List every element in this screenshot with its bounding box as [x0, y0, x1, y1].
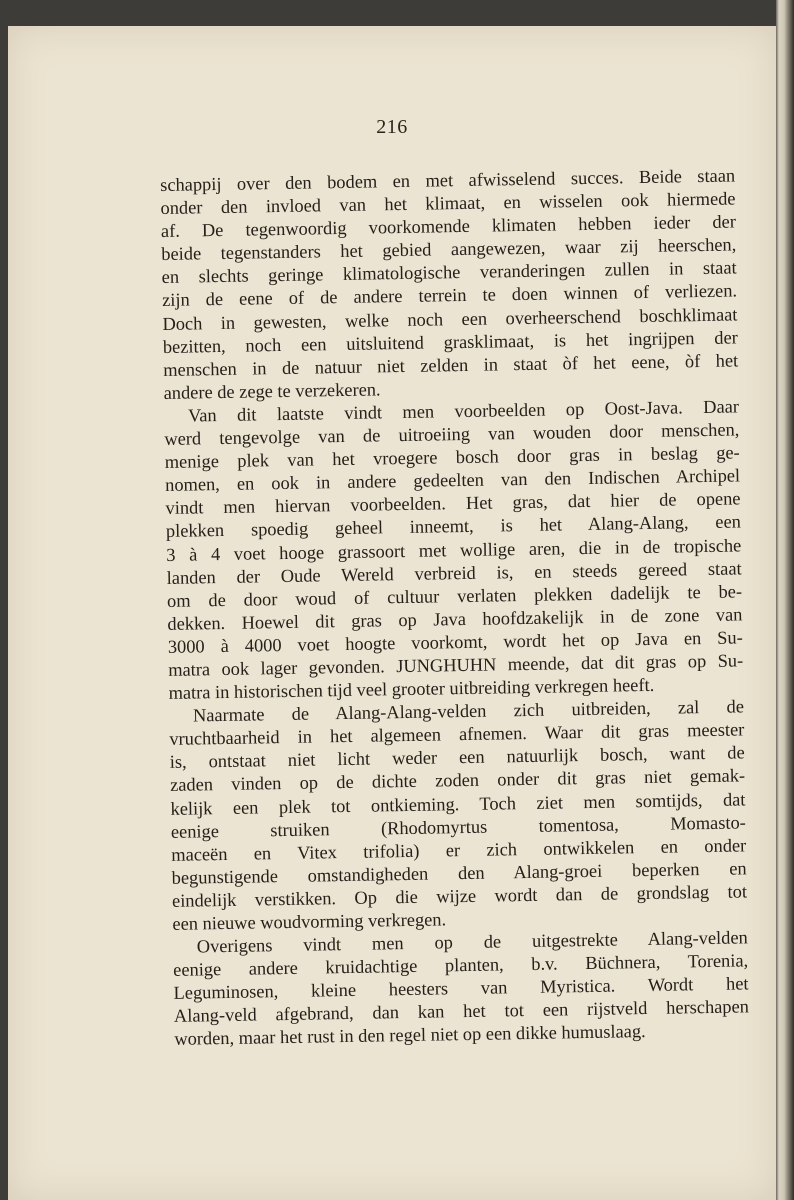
text-line: begunstigende omstandigheden den Alang-groei beperken en: [171, 858, 747, 888]
text-line: vruchtbaarheid in het algemeen afnemen. Waar dit gras meester: [169, 719, 745, 750]
text-line: werd tengevolge van de uitroeiing van wouden door menschen,: [164, 419, 740, 449]
text-line: Doch in gewesten, welke noch een overheerschend boschklimaat: [162, 304, 738, 334]
text-line: landen der Oude Wereld verbreid is, en steeds gereed staat: [166, 558, 742, 588]
text-line: kelijk een plek tot ontkieming. Toch ziet men somtijds, dat: [170, 788, 746, 819]
text-line: zijn de eene of de andere terrein te doen winnen of verliezen.: [161, 280, 738, 311]
text-line: matra in historischen tijd veel grooter uitbreiding verkregen heeft.: [168, 674, 655, 703]
text-line: nomen, en ook in andere gedeelten van den Indischen Archipel: [164, 465, 741, 496]
page-number: 216: [376, 116, 408, 138]
text-line: dekken. Hoewel dit gras op Java hoofdzakelijk in de zone van: [167, 604, 743, 634]
text-line: menschen in de natuur niet zelden in staat òf het eene, òf het: [163, 350, 739, 380]
text-line: Naarmate de Alang-Alang-velden zich uitbreiden, zal de: [192, 696, 745, 726]
text-line: worden, maar het rust in den regel niet op een dikke humuslaag.: [174, 1021, 646, 1050]
text-line: eindelijk verstikken. Op die wijze wordt dan de grondslag tot: [171, 881, 748, 911]
text-line: onder den invloed van het klimaat, en wisselen ook hiermede: [160, 188, 736, 219]
text-line: eenige struiken (Rhodomyrtus tomentosa, Momasto-: [170, 812, 746, 842]
text-line: matra ook lager gevonden. JUNGHUHN meende, dat dit gras op Su-: [168, 650, 744, 680]
text-line: zaden vinden op de dichte zoden onder dit gras niet gemak-: [169, 765, 746, 796]
book-page: [8, 26, 776, 1200]
text-line: een nieuwe woudvorming verkregen.: [172, 909, 447, 934]
text-line: andere de zege te verzekeren.: [163, 379, 381, 403]
text-line: 3 à 4 voet hooge grassoort met wollige aren, die in de tropische: [166, 534, 742, 565]
text-line: vindt men hiervan voorbeelden. Het gras, dat hier de opene: [165, 488, 741, 519]
text-line: en slechts geringe klimatologische veranderingen zullen in staat: [161, 257, 737, 288]
text-line: 3000 à 4000 voet hoogte voorkomt, wordt het op Java en Su-: [167, 627, 743, 657]
text-line: om de door woud of cultuur verlaten plekken dadelijk te be-: [166, 581, 743, 611]
text-line: Overigens vindt men op de uitgestrekte Alang-velden: [196, 927, 748, 957]
text-line: Alang-veld afgebrand, dan kan het tot een rijstveld herschapen: [173, 996, 750, 1027]
text-line: plekken spoedig geheel inneemt, is het Alang-Alang, een: [165, 511, 742, 542]
text-line: eenige andere kruidachtige planten, b.v. Büchnera, Torenia,: [173, 950, 749, 981]
text-line: maceën en Vitex trifolia) er zich ontwikkelen en onder: [171, 835, 747, 865]
text-line: beide tegenstanders het gebied aangewezen, waar zij heerschen,: [161, 234, 737, 265]
body-text: [160, 164, 749, 1051]
text-line: is, ontstaat niet licht weder een natuurlijk bosch, want de: [169, 742, 745, 773]
text-line: af. De tegenwoordig voorkomende klimaten hebben ieder der: [160, 211, 737, 242]
text-line: Leguminosen, kleine heesters van Myristica. Wordt het: [173, 973, 749, 1004]
book-spine-edge: [776, 0, 794, 1200]
text-line: Van dit laatste vindt men voorbeelden op Oost-Java. Daar: [187, 396, 740, 426]
text-line: schappij over den bodem en met afwisselend succes. Beide staan: [160, 165, 736, 195]
text-line: bezitten, noch een uitsluitend grasklimaat, is het ingrijpen der: [162, 327, 738, 357]
text-line: menige plek van het vroegere bosch door gras in beslag ge-: [164, 442, 740, 473]
